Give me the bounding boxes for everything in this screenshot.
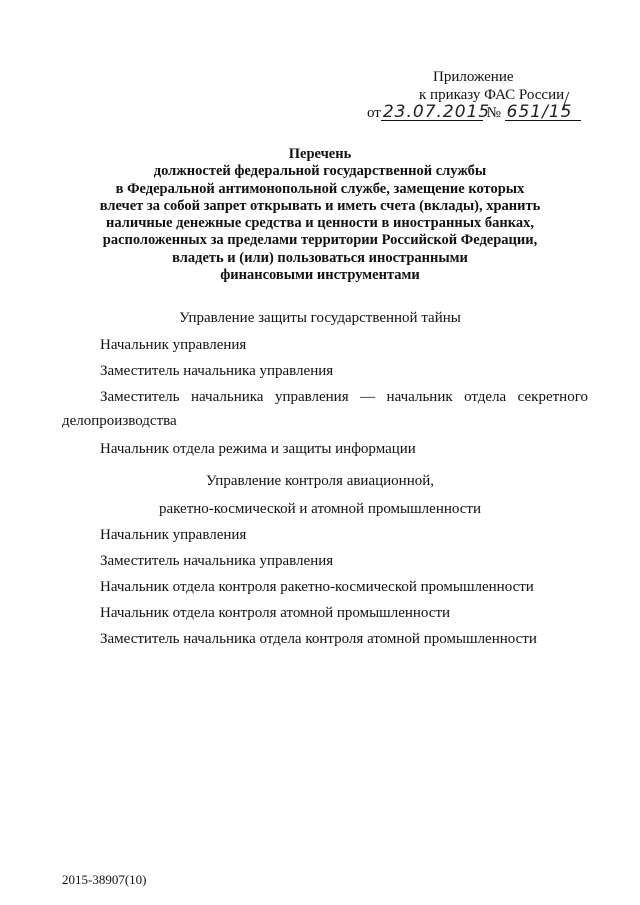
document-title bbox=[80, 146, 560, 284]
position-item: Начальник отдела контроля атомной промышленности bbox=[100, 605, 451, 621]
title-line: расположенных за пределами территории Российской Федерации, bbox=[102, 232, 538, 249]
position-item: Заместитель начальника отдела контроля атомной промышленности bbox=[100, 631, 537, 647]
appendix-order-ref: к приказу ФАС России bbox=[419, 87, 565, 103]
appendix-date-number bbox=[365, 104, 605, 122]
position-item-continuation: делопроизводства bbox=[62, 413, 177, 429]
position-item: Заместитель начальника управления bbox=[100, 553, 334, 569]
section-heading: Управление защиты государственной тайны bbox=[179, 310, 461, 326]
position-item: Начальник отдела режима и защиты информации bbox=[100, 441, 416, 457]
title-line: владеть и (или) пользоваться иностранными bbox=[172, 249, 468, 266]
title-line: в Федеральной антимонопольной службе, замещение которых bbox=[115, 180, 525, 197]
handwritten-date: 23.07.2015 bbox=[382, 102, 491, 122]
position-item: Начальник управления bbox=[100, 337, 247, 353]
section-heading: Управление контроля авиационной, bbox=[205, 473, 435, 489]
title-line: должностей федеральной государственной службы bbox=[153, 163, 487, 180]
document-code: 2015-38907(10) bbox=[62, 872, 147, 887]
position-item: Заместитель начальника управления bbox=[100, 363, 334, 379]
section-heading: ракетно-космической и атомной промышленности bbox=[158, 501, 481, 517]
handwritten-number: 651/15 bbox=[505, 104, 581, 121]
appendix-block bbox=[365, 68, 605, 122]
number-label: № bbox=[486, 105, 501, 121]
position-item: Начальник управления bbox=[100, 527, 247, 543]
title-line: наличные денежные средства и ценности в иностранных банках, bbox=[105, 215, 535, 232]
title-line: финансовыми инструментами bbox=[220, 267, 420, 284]
appendix-label: Приложение bbox=[433, 69, 514, 85]
position-item: Начальник отдела контроля ракетно-космической промышленности bbox=[100, 579, 534, 595]
title-line: влечет за собой запрет открывать и иметь счета (вклады), хранить bbox=[99, 197, 541, 214]
position-item: Заместитель начальника управления — начальник отдела секретного bbox=[100, 389, 588, 405]
title-line: Перечень bbox=[288, 146, 352, 162]
from-label: от bbox=[367, 105, 381, 121]
